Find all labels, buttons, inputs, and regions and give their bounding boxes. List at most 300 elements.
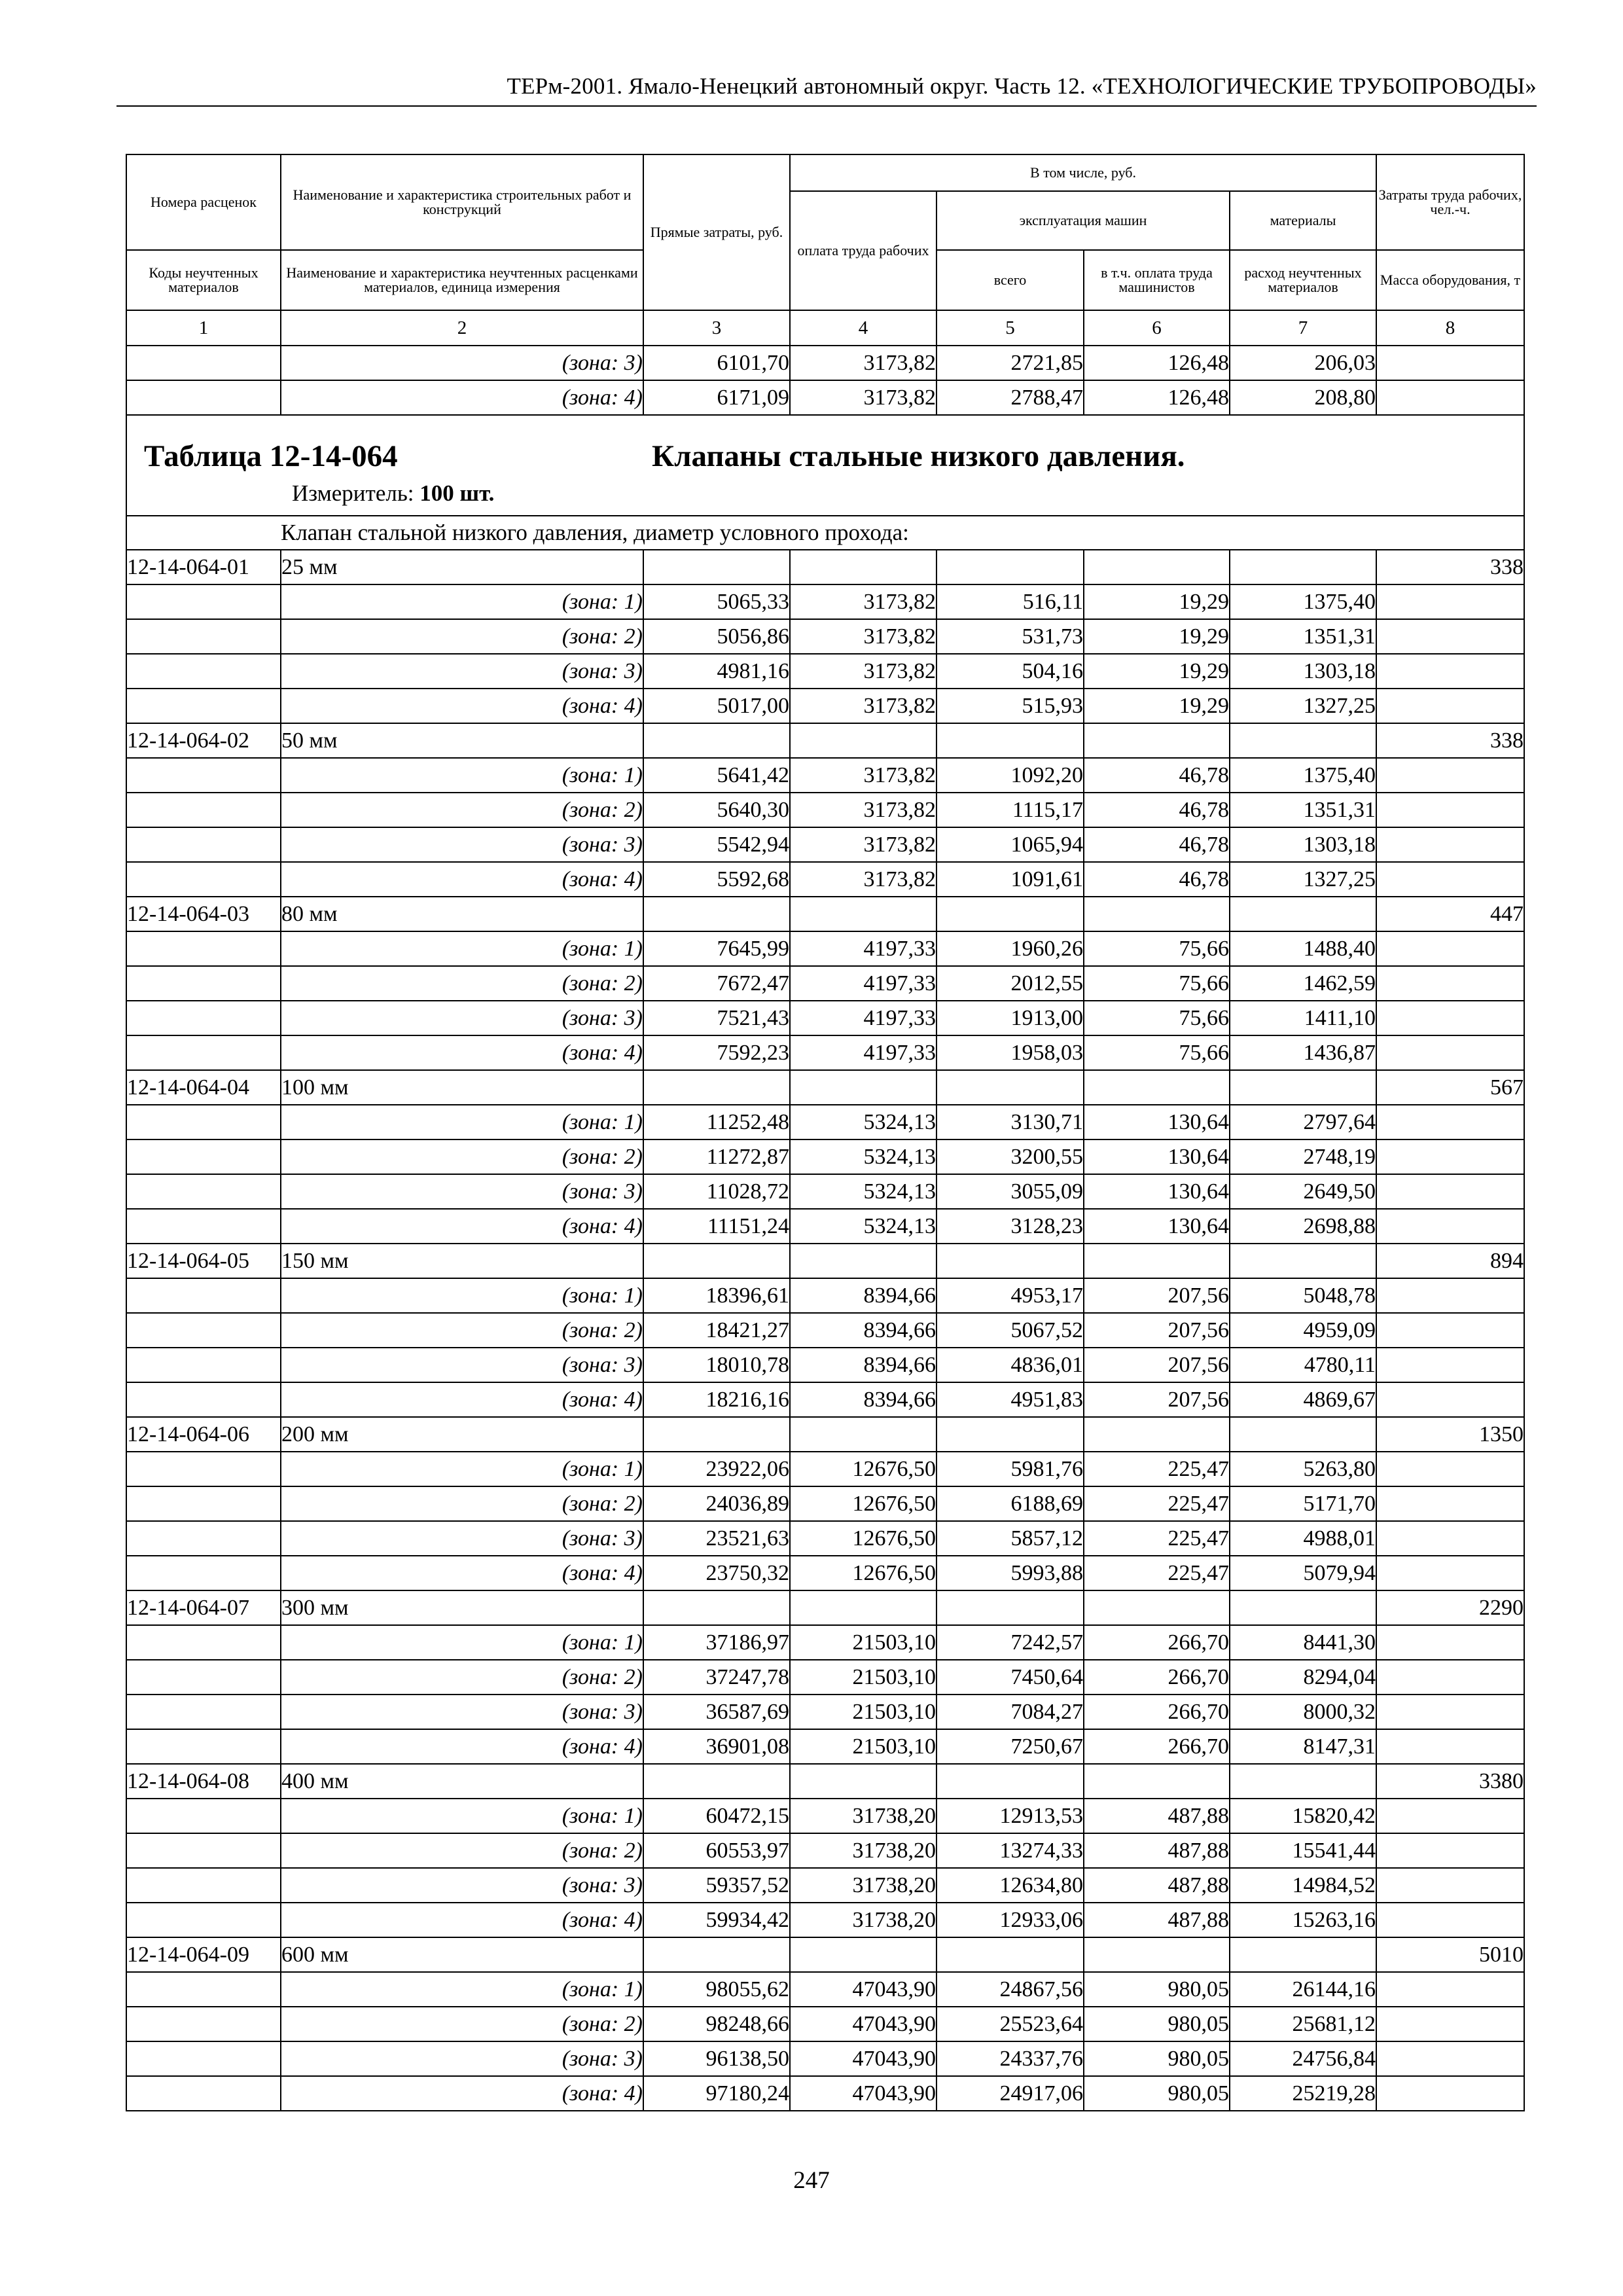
direct-cost-cell: 5056,86 <box>643 619 790 654</box>
table-row <box>126 1556 1524 1590</box>
zone-cell: (зона: 1) <box>281 584 643 619</box>
worker-pay-cell: 21503,10 <box>790 1729 936 1764</box>
empty-cell <box>936 1070 1084 1105</box>
materials-cell: 1303,18 <box>1230 827 1376 862</box>
direct-cost-cell: 23521,63 <box>643 1521 790 1556</box>
labor-cell <box>1376 1799 1524 1833</box>
machines-total-cell: 5981,76 <box>936 1452 1084 1486</box>
code-cell <box>126 758 281 793</box>
empty-cell <box>643 550 790 584</box>
labor-cell <box>1376 1001 1524 1035</box>
zone-cell: (зона: 2) <box>281 1486 643 1521</box>
materials-cell: 1327,25 <box>1230 862 1376 897</box>
worker-pay-cell: 3173,82 <box>790 380 936 415</box>
machinist-pay-cell: 266,70 <box>1084 1695 1230 1729</box>
worker-pay-cell: 12676,50 <box>790 1452 936 1486</box>
rate-code: 12-14-064-01 <box>126 550 281 584</box>
table-row <box>126 1452 1524 1486</box>
table-label: Таблица 12-14-064 <box>144 439 398 473</box>
labor-cell <box>1376 1035 1524 1070</box>
direct-cost-cell: 59934,42 <box>643 1903 790 1937</box>
direct-cost-cell: 5017,00 <box>643 689 790 723</box>
machines-total-cell: 5857,12 <box>936 1521 1084 1556</box>
section-box <box>127 416 1524 515</box>
worker-pay-cell: 4197,33 <box>790 1035 936 1070</box>
materials-cell: 8441,30 <box>1230 1625 1376 1660</box>
worker-pay-cell: 8394,66 <box>790 1313 936 1348</box>
col-number: 6 <box>1084 310 1230 346</box>
empty-cell <box>643 723 790 758</box>
table-row <box>126 758 1524 793</box>
materials-cell: 2797,64 <box>1230 1105 1376 1139</box>
table-row <box>126 1174 1524 1209</box>
code-cell <box>126 1035 281 1070</box>
empty-cell <box>936 723 1084 758</box>
table-row <box>126 966 1524 1001</box>
machines-total-cell: 7450,64 <box>936 1660 1084 1695</box>
worker-pay-cell: 3173,82 <box>790 584 936 619</box>
table-row <box>126 1382 1524 1417</box>
labor-cell <box>1376 689 1524 723</box>
direct-cost-cell: 37186,97 <box>643 1625 790 1660</box>
table-row <box>126 1278 1524 1313</box>
empty-cell <box>936 1937 1084 1972</box>
table-row <box>126 1799 1524 1833</box>
worker-pay-cell: 5324,13 <box>790 1174 936 1209</box>
direct-cost-cell: 97180,24 <box>643 2076 790 2111</box>
materials-cell: 1436,87 <box>1230 1035 1376 1070</box>
code-cell <box>126 1903 281 1937</box>
machinist-pay-cell: 487,88 <box>1084 1903 1230 1937</box>
machinist-pay-cell: 126,48 <box>1084 346 1230 380</box>
machines-total-cell: 6188,69 <box>936 1486 1084 1521</box>
machinist-pay-cell: 266,70 <box>1084 1625 1230 1660</box>
zone-cell: (зона: 4) <box>281 1035 643 1070</box>
machines-total-cell: 7084,27 <box>936 1695 1084 1729</box>
machines-total-cell: 1065,94 <box>936 827 1084 862</box>
direct-cost-cell: 11151,24 <box>643 1209 790 1244</box>
materials-cell: 4988,01 <box>1230 1521 1376 1556</box>
empty-cell <box>643 1070 790 1105</box>
worker-pay-cell: 12676,50 <box>790 1486 936 1521</box>
machines-total-cell: 515,93 <box>936 689 1084 723</box>
col1-header-bottom: Коды неучтенных материалов <box>126 250 281 310</box>
rate-code: 12-14-064-05 <box>126 1244 281 1278</box>
measure-label: Измеритель: <box>292 480 420 506</box>
direct-cost-cell: 36587,69 <box>643 1695 790 1729</box>
machinist-pay-cell: 266,70 <box>1084 1729 1230 1764</box>
labor-cell <box>1376 1833 1524 1868</box>
labor-cell <box>1376 966 1524 1001</box>
table-row <box>126 827 1524 862</box>
code-cell <box>126 862 281 897</box>
machinist-pay-cell: 130,64 <box>1084 1105 1230 1139</box>
valve-diameter: 150 мм <box>281 1244 643 1278</box>
code-cell <box>126 2007 281 2041</box>
machinist-pay-cell: 487,88 <box>1084 1833 1230 1868</box>
code-cell <box>126 1001 281 1035</box>
machines-total-cell: 3055,09 <box>936 1174 1084 1209</box>
materials-cell: 15541,44 <box>1230 1833 1376 1868</box>
machines-total-cell: 12933,06 <box>936 1903 1084 1937</box>
table-row <box>126 380 1524 415</box>
empty-cell <box>1230 723 1376 758</box>
machines-total-cell: 516,11 <box>936 584 1084 619</box>
table-row <box>126 1660 1524 1695</box>
direct-cost-cell: 24036,89 <box>643 1486 790 1521</box>
zone-cell: (зона: 2) <box>281 1313 643 1348</box>
labor-cost: 338 <box>1376 550 1524 584</box>
table-row <box>126 1139 1524 1174</box>
table-name: Клапаны стальные низкого давления. <box>652 439 1185 473</box>
code-cell <box>126 654 281 689</box>
materials-cell: 2748,19 <box>1230 1139 1376 1174</box>
direct-cost-cell: 23750,32 <box>643 1556 790 1590</box>
empty-cell <box>1230 1764 1376 1799</box>
machinist-pay-cell: 130,64 <box>1084 1209 1230 1244</box>
table-row <box>126 619 1524 654</box>
zone-cell: (зона: 4) <box>281 1903 643 1937</box>
materials-cell: 15263,16 <box>1230 1903 1376 1937</box>
labor-cell <box>1376 1382 1524 1417</box>
labor-cell <box>1376 346 1524 380</box>
empty-cell <box>1230 1417 1376 1452</box>
section-title-row <box>126 415 1524 516</box>
code-cell <box>126 1313 281 1348</box>
machinist-pay-cell: 980,05 <box>1084 2041 1230 2076</box>
materials-cell: 1303,18 <box>1230 654 1376 689</box>
empty-cell <box>790 897 936 931</box>
zone-cell: (зона: 2) <box>281 793 643 827</box>
materials-cell: 1351,31 <box>1230 793 1376 827</box>
materials-cell: 5048,78 <box>1230 1278 1376 1313</box>
machines-total-cell: 25523,64 <box>936 2007 1084 2041</box>
materials-cell: 14984,52 <box>1230 1868 1376 1903</box>
labor-cell <box>1376 1139 1524 1174</box>
labor-cost: 3380 <box>1376 1764 1524 1799</box>
materials-cell: 24756,84 <box>1230 2041 1376 2076</box>
code-cell <box>126 2076 281 2111</box>
machinist-pay-cell: 225,47 <box>1084 1452 1230 1486</box>
col-number: 1 <box>126 310 281 346</box>
zone-cell: (зона: 1) <box>281 758 643 793</box>
table-row <box>126 2041 1524 2076</box>
zone-cell: (зона: 3) <box>281 1348 643 1382</box>
rate-code: 12-14-064-02 <box>126 723 281 758</box>
worker-pay-cell: 47043,90 <box>790 2076 936 2111</box>
labor-cell <box>1376 1903 1524 1937</box>
materials-header: материалы <box>1230 191 1376 250</box>
empty-cell <box>1084 1417 1230 1452</box>
measure-unit <box>292 479 494 508</box>
machinist-pay-cell: 207,56 <box>1084 1382 1230 1417</box>
empty-cell <box>1230 897 1376 931</box>
empty-cell <box>1230 550 1376 584</box>
materials-cell: 25681,12 <box>1230 2007 1376 2041</box>
labor-cell <box>1376 1729 1524 1764</box>
direct-cost-cell: 18010,78 <box>643 1348 790 1382</box>
worker-pay-cell: 3173,82 <box>790 793 936 827</box>
code-cell <box>126 1382 281 1417</box>
empty-cell <box>790 1937 936 1972</box>
labor-cell <box>1376 1313 1524 1348</box>
empty-cell <box>1084 723 1230 758</box>
labor-cell <box>1376 1972 1524 2007</box>
machinist-pay-cell: 207,56 <box>1084 1313 1230 1348</box>
subheading-row <box>126 516 1524 550</box>
machinist-pay-cell: 46,78 <box>1084 862 1230 897</box>
machinist-pay-cell: 207,56 <box>1084 1278 1230 1313</box>
direct-cost-cell: 96138,50 <box>643 2041 790 2076</box>
col8-header-top: Затраты труда рабочих, чел.-ч. <box>1376 154 1524 250</box>
col-number: 2 <box>281 310 643 346</box>
machines-total-cell: 24917,06 <box>936 2076 1084 2111</box>
table-row <box>126 1903 1524 1937</box>
labor-cell <box>1376 380 1524 415</box>
table-row <box>126 1729 1524 1764</box>
labor-cell <box>1376 1452 1524 1486</box>
zone-cell: (зона: 3) <box>281 2041 643 2076</box>
col6-header: в т.ч. оплата труда машинистов <box>1084 250 1230 310</box>
machines-total-cell: 5993,88 <box>936 1556 1084 1590</box>
direct-cost-cell: 5640,30 <box>643 793 790 827</box>
zone-cell: (зона: 3) <box>281 1521 643 1556</box>
code-cell <box>126 619 281 654</box>
table-row <box>126 1313 1524 1348</box>
machines-total-cell: 1115,17 <box>936 793 1084 827</box>
direct-cost-cell: 7592,23 <box>643 1035 790 1070</box>
machines-total-cell: 12913,53 <box>936 1799 1084 1833</box>
zone-cell: (зона: 1) <box>281 931 643 966</box>
materials-cell: 26144,16 <box>1230 1972 1376 2007</box>
zone-cell: (зона: 4) <box>281 380 643 415</box>
valve-diameter: 50 мм <box>281 723 643 758</box>
materials-cell: 4780,11 <box>1230 1348 1376 1382</box>
empty-cell <box>790 1590 936 1625</box>
machines-total-cell: 12634,80 <box>936 1868 1084 1903</box>
direct-cost-cell: 59357,52 <box>643 1868 790 1903</box>
direct-cost-cell: 6171,09 <box>643 380 790 415</box>
labor-cell <box>1376 1625 1524 1660</box>
labor-cell <box>1376 1521 1524 1556</box>
empty-cell <box>790 1417 936 1452</box>
zone-cell: (зона: 4) <box>281 1209 643 1244</box>
valve-diameter: 80 мм <box>281 897 643 931</box>
col5-header: всего <box>936 250 1084 310</box>
direct-cost-cell: 4981,16 <box>643 654 790 689</box>
worker-pay-cell: 47043,90 <box>790 2041 936 2076</box>
labor-cell <box>1376 1174 1524 1209</box>
labor-cell <box>1376 1209 1524 1244</box>
worker-pay-cell: 5324,13 <box>790 1105 936 1139</box>
table-row <box>126 1972 1524 2007</box>
empty-cell <box>1230 1590 1376 1625</box>
worker-pay-cell: 5324,13 <box>790 1139 936 1174</box>
machinist-pay-cell: 19,29 <box>1084 584 1230 619</box>
empty-cell <box>643 897 790 931</box>
rate-code: 12-14-064-06 <box>126 1417 281 1452</box>
zone-cell: (зона: 1) <box>281 1625 643 1660</box>
direct-cost-cell: 7672,47 <box>643 966 790 1001</box>
materials-cell: 1375,40 <box>1230 584 1376 619</box>
empty-cell <box>790 1244 936 1278</box>
zone-cell: (зона: 3) <box>281 1174 643 1209</box>
running-header: ТЕРм-2001. Ямало-Ненецкий автономный округ. Часть 12. «ТЕХНОЛОГИЧЕСКИЕ ТРУБОПРОВОДЫ» <box>507 73 1537 99</box>
machines-total-cell: 7242,57 <box>936 1625 1084 1660</box>
labor-cell <box>1376 1105 1524 1139</box>
empty-cell <box>643 1937 790 1972</box>
rate-group-header <box>126 1937 1524 1972</box>
table-row <box>126 654 1524 689</box>
machinist-pay-cell: 19,29 <box>1084 654 1230 689</box>
materials-cell: 1488,40 <box>1230 931 1376 966</box>
valve-diameter: 100 мм <box>281 1070 643 1105</box>
empty-cell <box>643 1590 790 1625</box>
rate-group-header <box>126 1764 1524 1799</box>
materials-cell: 1351,31 <box>1230 619 1376 654</box>
materials-cell: 5171,70 <box>1230 1486 1376 1521</box>
col2-header-top: Наименование и характеристика строительных работ и конструкций <box>281 154 643 250</box>
table-body <box>126 346 1524 2111</box>
worker-pay-cell: 3173,82 <box>790 619 936 654</box>
materials-cell: 8294,04 <box>1230 1660 1376 1695</box>
zone-cell: (зона: 2) <box>281 2007 643 2041</box>
code-cell <box>126 1695 281 1729</box>
empty-cell <box>936 1244 1084 1278</box>
table-row <box>126 862 1524 897</box>
zone-cell: (зона: 1) <box>281 1972 643 2007</box>
materials-cell: 208,80 <box>1230 380 1376 415</box>
valve-diameter: 300 мм <box>281 1590 643 1625</box>
code-cell <box>126 1521 281 1556</box>
rate-group-header <box>126 1070 1524 1105</box>
code-cell <box>126 1209 281 1244</box>
labor-cost: 338 <box>1376 723 1524 758</box>
code-cell <box>126 1348 281 1382</box>
worker-pay-cell: 47043,90 <box>790 2007 936 2041</box>
code-cell <box>126 1660 281 1695</box>
empty-cell <box>936 897 1084 931</box>
empty-cell <box>790 723 936 758</box>
page-number: 247 <box>793 2167 830 2194</box>
rate-code: 12-14-064-03 <box>126 897 281 931</box>
code-cell <box>126 931 281 966</box>
table-row <box>126 1348 1524 1382</box>
zone-cell: (зона: 3) <box>281 1001 643 1035</box>
machinist-pay-cell: 207,56 <box>1084 1348 1230 1382</box>
machines-total-cell: 2012,55 <box>936 966 1084 1001</box>
machinist-pay-cell: 19,29 <box>1084 619 1230 654</box>
rate-code: 12-14-064-07 <box>126 1590 281 1625</box>
machines-total-cell: 2721,85 <box>936 346 1084 380</box>
labor-cell <box>1376 931 1524 966</box>
zone-cell: (зона: 4) <box>281 1382 643 1417</box>
table-row <box>126 2007 1524 2041</box>
empty-cell <box>790 550 936 584</box>
machinist-pay-cell: 980,05 <box>1084 2007 1230 2041</box>
zone-cell: (зона: 2) <box>281 966 643 1001</box>
machinist-pay-cell: 46,78 <box>1084 758 1230 793</box>
direct-cost-cell: 5065,33 <box>643 584 790 619</box>
rate-group-header <box>126 1244 1524 1278</box>
labor-cell <box>1376 827 1524 862</box>
rate-group-header <box>126 1417 1524 1452</box>
empty-cell <box>936 550 1084 584</box>
materials-cell: 25219,28 <box>1230 2076 1376 2111</box>
machines-total-cell: 4836,01 <box>936 1348 1084 1382</box>
direct-cost-cell: 7645,99 <box>643 931 790 966</box>
labor-cell <box>1376 654 1524 689</box>
col-number: 3 <box>643 310 790 346</box>
machinist-pay-cell: 130,64 <box>1084 1139 1230 1174</box>
machines-total-cell: 1092,20 <box>936 758 1084 793</box>
worker-pay-cell: 8394,66 <box>790 1382 936 1417</box>
zone-cell: (зона: 2) <box>281 1660 643 1695</box>
machines-total-cell: 1913,00 <box>936 1001 1084 1035</box>
empty-cell <box>1084 1590 1230 1625</box>
worker-pay-cell: 3173,82 <box>790 654 936 689</box>
section-title-cell <box>126 415 1524 516</box>
zone-cell: (зона: 2) <box>281 1139 643 1174</box>
machines-total-cell: 24337,76 <box>936 2041 1084 2076</box>
empty-cell <box>936 1764 1084 1799</box>
machines-total-cell: 504,16 <box>936 654 1084 689</box>
machines-total-cell: 3130,71 <box>936 1105 1084 1139</box>
machines-total-cell: 531,73 <box>936 619 1084 654</box>
direct-cost-cell: 36901,08 <box>643 1729 790 1764</box>
machinist-pay-cell: 980,05 <box>1084 1972 1230 2007</box>
direct-cost-cell: 6101,70 <box>643 346 790 380</box>
zone-cell: (зона: 3) <box>281 346 643 380</box>
empty-cell <box>790 1070 936 1105</box>
table-row <box>126 931 1524 966</box>
worker-pay-cell: 4197,33 <box>790 1001 936 1035</box>
machinist-pay-cell: 225,47 <box>1084 1556 1230 1590</box>
table-row <box>126 793 1524 827</box>
col3-header: Прямые затраты, руб. <box>643 154 790 310</box>
materials-cell: 2698,88 <box>1230 1209 1376 1244</box>
col1-header-top: Номера расценок <box>126 154 281 250</box>
table-row <box>126 1209 1524 1244</box>
direct-cost-cell: 18216,16 <box>643 1382 790 1417</box>
worker-pay-cell: 3173,82 <box>790 346 936 380</box>
machines-total-cell: 5067,52 <box>936 1313 1084 1348</box>
zone-cell: (зона: 4) <box>281 1729 643 1764</box>
machinist-pay-cell: 487,88 <box>1084 1868 1230 1903</box>
worker-pay-cell: 12676,50 <box>790 1556 936 1590</box>
including-header: В том числе, руб. <box>790 154 1376 191</box>
labor-cell <box>1376 793 1524 827</box>
code-cell <box>126 1105 281 1139</box>
worker-pay-cell: 5324,13 <box>790 1209 936 1244</box>
code-cell <box>126 1729 281 1764</box>
worker-pay-cell: 8394,66 <box>790 1278 936 1313</box>
machines-total-cell: 7250,67 <box>936 1729 1084 1764</box>
materials-cell: 2649,50 <box>1230 1174 1376 1209</box>
zone-cell: (зона: 3) <box>281 1695 643 1729</box>
labor-cost: 567 <box>1376 1070 1524 1105</box>
machinist-pay-cell: 266,70 <box>1084 1660 1230 1695</box>
col8-header-bottom: Масса оборудования, т <box>1376 250 1524 310</box>
materials-cell: 4869,67 <box>1230 1382 1376 1417</box>
labor-cell <box>1376 1486 1524 1521</box>
worker-pay-cell: 31738,20 <box>790 1833 936 1868</box>
direct-cost-cell: 5542,94 <box>643 827 790 862</box>
labor-cell <box>1376 619 1524 654</box>
machinist-pay-cell: 75,66 <box>1084 1035 1230 1070</box>
col-number: 8 <box>1376 310 1524 346</box>
code-cell <box>126 380 281 415</box>
